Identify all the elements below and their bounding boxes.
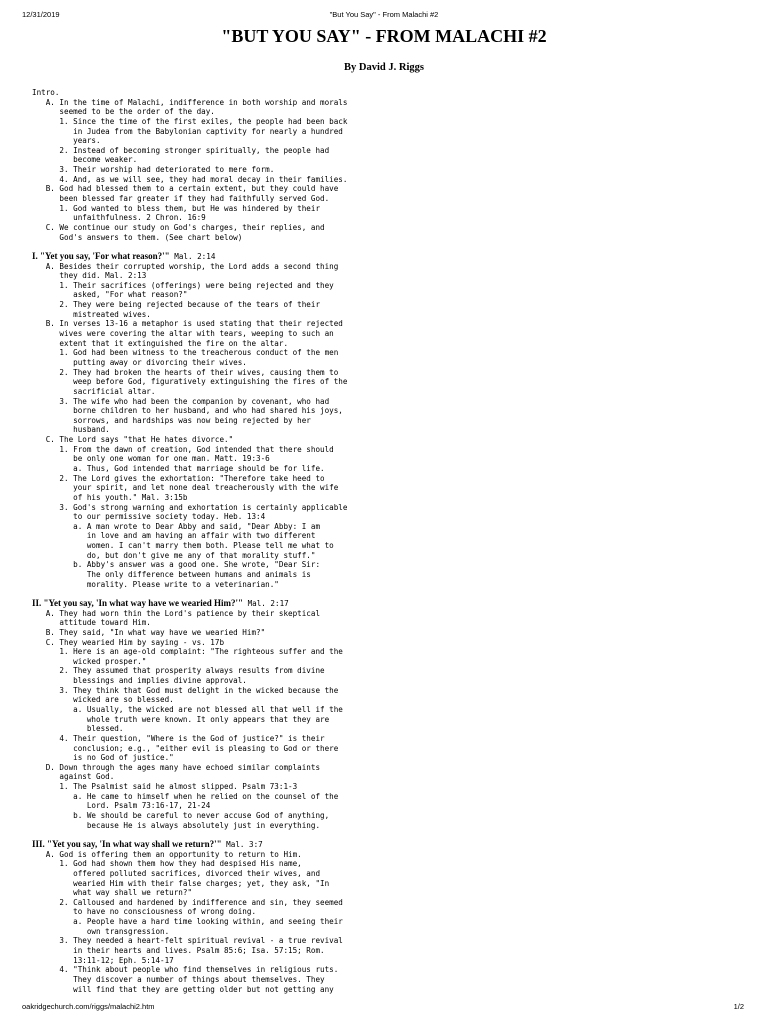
outline-line: 2. They were being rejected because of the tears of their xyxy=(32,300,321,310)
section-heading-text: III. "Yet you say, 'In what way shall we return?'" xyxy=(32,839,222,849)
outline-line: 1. The Psalmist said he almost slipped. Psalm 73:1-3 xyxy=(32,782,298,792)
section-heading xyxy=(32,840,432,850)
outline-line: years. xyxy=(32,136,101,146)
outline-line: been blessed far greater if they had faithfully served God. xyxy=(32,194,330,204)
outline-line: women. I can't marry them both. Please tell me what to xyxy=(32,541,334,551)
outline-line: Lord. Psalm 73:16-17, 21-24 xyxy=(32,801,211,811)
outline-line: be only one woman for one man. Matt. 19:3-6 xyxy=(32,454,270,464)
outline-line: B. In verses 13-16 a metaphor is used stating that their rejected xyxy=(32,319,343,329)
section-heading-reference: Mal. 2:14 xyxy=(169,251,216,261)
outline-line: 3. God's strong warning and exhortation is certainly applicable xyxy=(32,502,348,512)
section-heading xyxy=(32,599,432,609)
section-heading xyxy=(32,252,432,262)
outline-line: a. Usually, the wicked are not blessed all that well if the xyxy=(32,705,343,714)
outline-line: in their hearts and lives. Psalm 85:6; Isa. 57:15; Rom. xyxy=(32,946,325,956)
outline-line: what way shall we return?" xyxy=(32,888,193,898)
outline-line: wives were covering the altar with tears, weeping to such an xyxy=(32,329,334,339)
outline-line: blessed. xyxy=(32,724,124,734)
outline-line: 2. The Lord gives the exhortation: "Therefore take heed to xyxy=(32,473,325,483)
outline-line: weep before God, figuratively extinguishing the fires of the xyxy=(32,377,348,387)
outline-line: 3. The wife who had been the companion by covenant, who had xyxy=(32,396,330,406)
outline-line: 1. God wanted to bless them, but He was hindered by their xyxy=(32,203,321,213)
footer-url: oakridgechurch.com/riggs/malachi2.htm xyxy=(22,1002,155,1011)
section-heading-reference: Mal. 2:17 xyxy=(243,598,289,608)
footer-page-number: 1/2 xyxy=(733,1002,744,1011)
outline-line: D. Down through the ages many have echoed similar complaints xyxy=(32,762,321,772)
outline-body xyxy=(32,88,432,994)
print-page-title: "But You Say" - From Malachi #2 xyxy=(329,10,439,19)
outline-line: become weaker. xyxy=(32,155,138,165)
outline-line: attitude toward Him. xyxy=(32,618,151,628)
outline-line: Intro. xyxy=(32,88,60,97)
outline-line: 2. Calloused and hardened by indifference and sin, they seemed xyxy=(32,897,343,907)
outline-line: whole truth were known. It only appears that they are xyxy=(32,714,330,724)
outline-line: A. In the time of Malachi, indifference in both worship and morals xyxy=(32,97,348,107)
outline-line: A. God is offering them an opportunity to return to Him. xyxy=(32,849,302,859)
outline-line: in Judea from the Babylonian captivity for nearly a hundred xyxy=(32,126,343,136)
outline-line: seemed to be the order of the day. xyxy=(32,107,215,117)
outline-line: 3. They think that God must delight in the wicked because the xyxy=(32,685,339,695)
outline-line: sorrows, and hardships was now being rejected by her xyxy=(32,415,311,425)
outline-line: morality. Please write to a veterinarian." xyxy=(32,579,279,589)
outline-line: putting away or divorcing their wives. xyxy=(32,357,247,367)
outline-line: a. A man wrote to Dear Abby and said, "Dear Abby: I am xyxy=(32,521,321,531)
document-title: "BUT YOU SAY" - FROM MALACHI #2 xyxy=(221,26,547,46)
outline-line: wicked prosper." xyxy=(32,656,147,666)
outline-line: a. He came to himself when he relied on the counsel of the xyxy=(32,791,339,801)
outline-line: B. They said, "In what way have we wearied Him?" xyxy=(32,627,266,637)
outline-line: because He is always absolutely just in everything. xyxy=(32,820,321,830)
outline-line: b. We should be careful to never accuse God of anything, xyxy=(32,811,330,821)
outline-line: husband. xyxy=(32,425,110,435)
outline-line: 1. Since the time of the first exiles, the people had been back xyxy=(32,116,348,126)
outline-line: of his youth." Mal. 3:15b xyxy=(32,492,188,502)
outline-line: in love and am having an affair with two different xyxy=(32,531,316,541)
section-heading-text: I. "Yet you say, 'For what reason?'" xyxy=(32,251,170,261)
outline-line: mistreated wives. xyxy=(32,309,151,319)
outline-line: A. Besides their corrupted worship, the Lord adds a second thing xyxy=(32,261,339,271)
outline-line: 1. God had been witness to the treacherous conduct of the men xyxy=(32,348,339,358)
outline-line: do, but don't give me any of that morality stuff." xyxy=(32,550,316,560)
outline-line: 1. From the dawn of creation, God intended that there should xyxy=(32,444,334,454)
blank-line xyxy=(32,242,432,252)
print-date: 12/31/2019 xyxy=(22,10,60,19)
outline-line: asked, "For what reason?" xyxy=(32,290,188,300)
outline-line: extent that it extinguished the fire on the altar. xyxy=(32,338,289,348)
blank-line xyxy=(32,589,432,599)
outline-line: to have no consciousness of wrong doing. xyxy=(32,907,257,917)
outline-line: borne children to her husband, and who had shared his joys, xyxy=(32,406,343,416)
blank-line xyxy=(32,830,432,840)
outline-line: own transgression. xyxy=(32,926,170,936)
outline-line: is no God of justice." xyxy=(32,753,174,763)
outline-line: 3. Their worship had deteriorated to mere form. xyxy=(32,165,275,175)
outline-line: b. Abby's answer was a good one. She wrote, "Dear Sir: xyxy=(32,560,321,570)
outline-line: 4. "Think about people who find themselves in religious ruts. xyxy=(32,965,339,975)
section-heading-reference: Mal. 3:7 xyxy=(221,839,263,849)
outline-line: conclusion; e.g., "either evil is pleasing to God or there xyxy=(32,743,339,753)
outline-line: they did. Mal. 2:13 xyxy=(32,271,147,281)
outline-line: 2. Instead of becoming stronger spiritually, the people had xyxy=(32,145,330,155)
outline-line: 1. Their sacrifices (offerings) were being rejected and they xyxy=(32,280,334,290)
outline-line: wearied Him with their false charges; yet, they ask, "In xyxy=(32,878,330,888)
outline-line: 1. Here is an age-old complaint: "The righteous suffer and the xyxy=(32,647,343,657)
outline-line: to our permissive society today. Heb. 13:4 xyxy=(32,512,266,522)
outline-line: your spirit, and let none deal treacherously with the wife xyxy=(32,483,339,493)
outline-line: a. People have a hard time looking within, and seeing their xyxy=(32,917,343,927)
outline-line: will find that they are getting older but not getting any xyxy=(32,984,334,994)
outline-line: The only difference between humans and animals is xyxy=(32,570,311,580)
outline-line: unfaithfulness. 2 Chron. 16:9 xyxy=(32,213,206,223)
section-heading-text: II. "Yet you say, 'In what way have we wearied Him?'" xyxy=(32,598,243,608)
outline-line: They discover a number of things about themselves. They xyxy=(32,974,325,984)
author-byline: By David J. Riggs xyxy=(344,62,424,73)
outline-line: 2. They assumed that prosperity always results from divine xyxy=(32,666,325,676)
outline-line: blessings and implies divine approval. xyxy=(32,676,247,686)
outline-line: against God. xyxy=(32,772,115,782)
outline-line: 1. God had shown them how they had despised His name, xyxy=(32,859,302,869)
outline-line: C. We continue our study on God's charges, their replies, and xyxy=(32,222,325,232)
outline-line: C. The Lord says "that He hates divorce." xyxy=(32,435,234,445)
outline-line: a. Thus, God intended that marriage should be for life. xyxy=(32,463,325,473)
outline-line: C. They wearied Him by saying - vs. 17b xyxy=(32,637,225,647)
outline-line: A. They had worn thin the Lord's patience by their skeptical xyxy=(32,608,321,618)
outline-line: 2. They had broken the hearts of their wives, causing them to xyxy=(32,367,339,377)
outline-line: 13:11-12; Eph. 5:14-17 xyxy=(32,955,174,965)
outline-line: 4. And, as we will see, they had moral decay in their families. xyxy=(32,174,348,184)
outline-line: B. God had blessed them to a certain extent, but they could have xyxy=(32,184,339,194)
outline-line: offered polluted sacrifices, divorced their wives, and xyxy=(32,868,321,878)
outline-line: God's answers to them. (See chart below) xyxy=(32,232,243,242)
outline-line: wicked are so blessed. xyxy=(32,695,174,705)
outline-line: sacrificial altar. xyxy=(32,386,156,396)
outline-line: 3. They needed a heart-felt spiritual revival - a true revival xyxy=(32,936,343,946)
outline-line: 4. Their question, "Where is the God of justice?" is their xyxy=(32,733,325,743)
